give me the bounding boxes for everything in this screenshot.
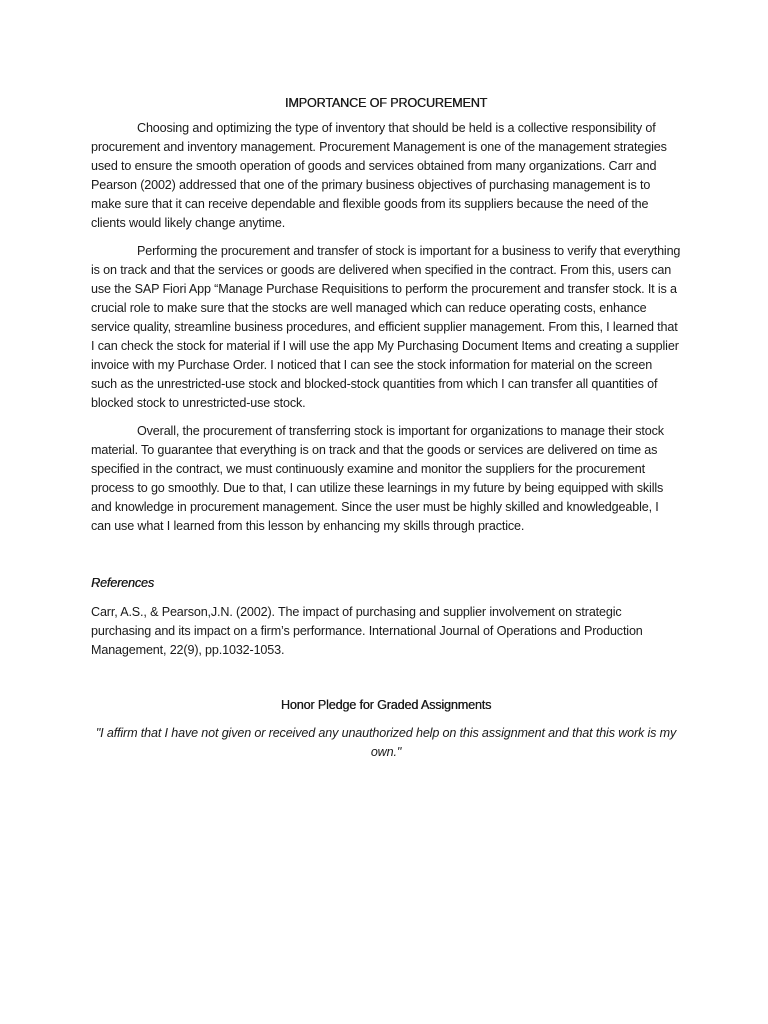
document-title: IMPORTANCE OF PROCUREMENT <box>284 96 488 110</box>
paragraph-2: Performing the procurement and transfer of stock is important for a business to verify that everything is on track and that the services or goods are delivered when specified in the contract. From this, users can use the SAP Fiori App “Manage Purchase Requisitions to perform the procurement and transfer stock. It is a crucial role to make sure that the stocks are well managed which can reduce operating costs, enhance service quality, streamline business procedures, and efficient supplier management. From this, I learned that I can check the stock for material if I will use the app My Purchasing Document Items and creating a supplier invoice with my Purchase Order. I noticed that I can see the stock information for material on the screen such as the unrestricted-use stock and blocked-stock quantities from which I can transfer all quantities of blocked stock to unrestricted-use stock. <box>91 244 681 410</box>
honor-pledge-text: "I affirm that I have not given or received any unauthorized help on this assignment and that this work is my own." <box>95 726 677 759</box>
reference-entry: Carr, A.S., & Pearson,J.N. (2002). The impact of purchasing and supplier involvement on strategic purchasing and its impact on a firm’s performance. International Journal of Operations and Production Management, 22(9), pp.1032-1053. <box>91 605 643 657</box>
paragraph-1: Choosing and optimizing the type of inventory that should be held is a collective responsibility of procurement and inventory management. Procurement Management is one of the management strategies used to ensure the smooth operation of goods and services obtained from many organizations. Carr and Pearson (2002) addressed that one of the primary business objectives of purchasing management is to make sure that it can receive dependable and flexible goods from its suppliers because the need of the clients would likely change anytime. <box>91 121 667 230</box>
paragraph-3: Overall, the procurement of transferring stock is important for organizations to manage their stock material. To guarantee that everything is on track and that the goods or services are delivered on time as specified in the contract, we must continuously examine and monitor the suppliers for the procurement process to go smoothly. Due to that, I can utilize these learnings in my future by being equipped with skills and knowledge in procurement management. Since the user must be highly skilled and knowledgeable, I can use what I learned from this lesson by enhancing my skills through practice. <box>91 424 664 533</box>
references-heading: References <box>91 576 154 590</box>
document-body <box>91 94 681 762</box>
honor-pledge-heading: Honor Pledge for Graded Assignments <box>280 698 492 712</box>
